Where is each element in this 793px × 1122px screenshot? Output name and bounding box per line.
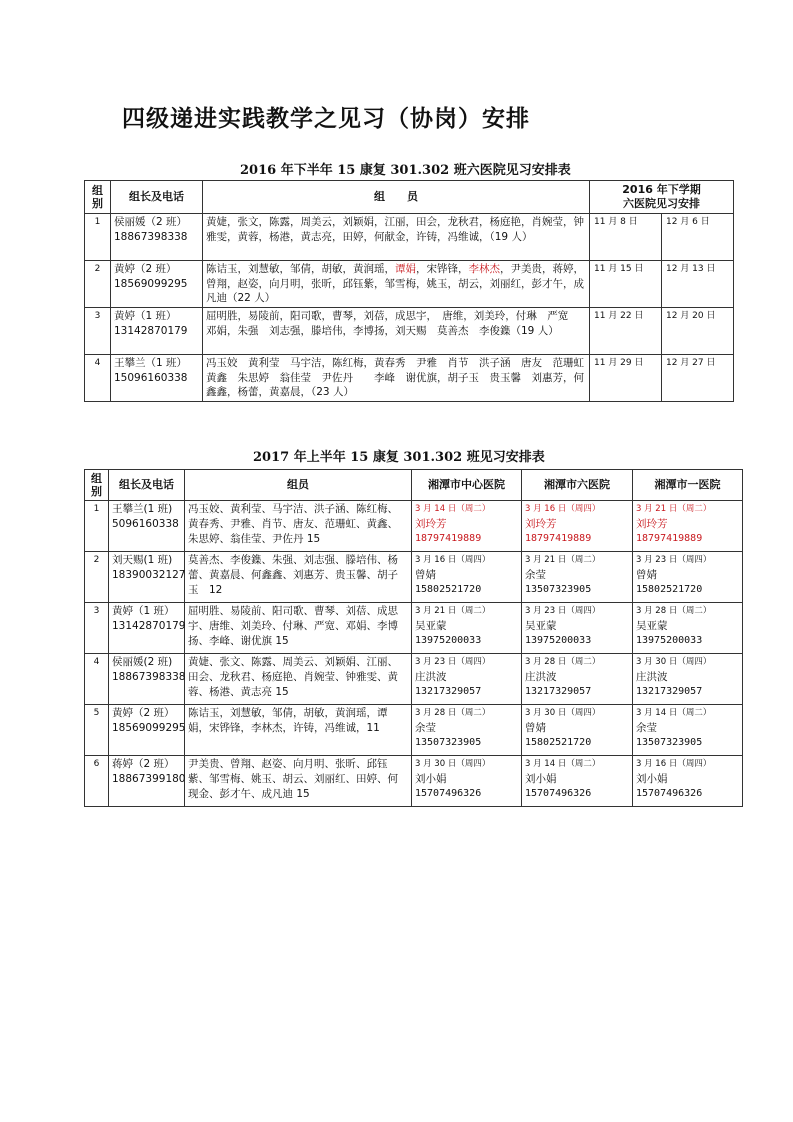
leader-cell <box>111 214 203 261</box>
date-second: 12 月 13 日 <box>662 261 734 308</box>
schedule-date: 3 月 21 日（周二） <box>415 606 491 616</box>
schedule-date: 3 月 28 日（周二） <box>525 657 601 667</box>
schedule-first-hospital <box>633 501 743 552</box>
table-row <box>85 705 743 756</box>
group-number: 5 <box>85 705 109 756</box>
leader-cell <box>109 603 185 654</box>
table2-caption: 2017 年上半年 15 康复 301.302 班见习安排表 <box>253 450 545 465</box>
table-2017-schedule <box>84 469 743 807</box>
header-first-hospital: 湘潭市一医院 <box>633 470 743 501</box>
teacher-phone: 13217329057 <box>415 685 482 697</box>
schedule-central-hospital <box>412 552 522 603</box>
teacher-name: 吴亚蒙 <box>415 619 447 632</box>
schedule-date: 3 月 21 日（周二） <box>525 555 601 565</box>
members-cell: 冯玉姣、黄利莹、马宇洁、洪子涵、陈红梅、黄春秀、尹雅、肖节、唐友、范珊虹、黄鑫、朱思婷、翁佳莹、尹佐丹 15 <box>185 501 412 552</box>
teacher-name: 刘小娟 <box>636 772 668 785</box>
header-group: 组别 <box>85 470 109 501</box>
teacher-name: 吴亚蒙 <box>525 619 557 632</box>
leader-name: 黄婷（2 班） <box>112 707 175 719</box>
table1-caption: 2016 年下半年 15 康复 301.302 班六医院见习安排表 <box>240 163 571 178</box>
schedule-sixth-hospital <box>522 603 633 654</box>
schedule-date: 3 月 16 日（周四） <box>415 555 491 565</box>
date-second: 12 月 6 日 <box>662 214 734 261</box>
members-text: 陈诘玉，刘慧敏，邹倩，胡敏，黄润瑶， <box>206 263 395 275</box>
leader-cell <box>111 261 203 308</box>
teacher-name: 刘玲芳 <box>636 517 668 530</box>
teacher-name: 刘小娟 <box>415 772 447 785</box>
teacher-name: 刘玲芳 <box>415 517 447 530</box>
table2-body <box>85 501 743 807</box>
group-number: 4 <box>85 355 111 402</box>
teacher-phone: 13507323905 <box>636 736 703 748</box>
table-row <box>85 308 734 355</box>
schedule-date: 3 月 16 日（周四） <box>525 504 601 514</box>
date-first: 11 月 15 日 <box>590 261 662 308</box>
group-number: 3 <box>85 308 111 355</box>
members-cell: 冯玉姣 黄利莹 马宇洁，陈红梅，黄春秀 尹雅 肖节 洪子涵 唐友 范珊虹 黄鑫 朱思婷 翁佳莹 尹佐丹 李峰 谢优旗，胡子玉 贵玉馨 刘惠芳，何鑫鑫，杨蕾，黄嘉晨，（23 人） <box>203 355 590 402</box>
teacher-phone: 15802521720 <box>636 583 703 595</box>
group-number: 2 <box>85 552 109 603</box>
schedule-sixth-hospital <box>522 501 633 552</box>
members-cell <box>203 261 590 308</box>
teacher-name: 庄洪波 <box>415 670 447 683</box>
leader-phone: 5096160338 <box>112 517 179 530</box>
leader-cell <box>111 308 203 355</box>
teacher-name: 庄洪波 <box>636 670 668 683</box>
group-number: 1 <box>85 214 111 261</box>
teacher-phone: 15707496326 <box>525 787 592 799</box>
leader-name: 蒋婷（2 班） <box>112 758 175 770</box>
leader-cell <box>109 756 185 807</box>
leader-phone: 18390032127 <box>112 568 186 581</box>
members-cell: 屈明胜，易陵前，阳司歌，曹琴，刘蓓，成思宇， 唐维，刘美玲，付琳 严宽 邓娟，朱强 刘志强，滕培伟，李博扬，刘天赐 莫善杰 李俊鏶（19 人） <box>203 308 590 355</box>
members-cell: 莫善杰、李俊鏶、朱强、刘志强、滕培伟、杨蕾、黄嘉晨、何鑫鑫、刘惠芳、贵玉馨、胡子玉 12 <box>185 552 412 603</box>
schedule-first-hospital <box>633 654 743 705</box>
highlighted-member: 谭娟 <box>395 263 416 275</box>
leader-phone: 18867399180 <box>112 772 186 785</box>
leader-cell <box>109 552 185 603</box>
header-central-hospital: 湘潭市中心医院 <box>412 470 522 501</box>
teacher-phone: 15707496326 <box>636 787 703 799</box>
schedule-central-hospital <box>412 603 522 654</box>
schedule-first-hospital <box>633 705 743 756</box>
leader-name: 黄婷（2 班） <box>114 263 177 275</box>
header-leader: 组长及电话 <box>111 181 203 214</box>
table-2016-schedule <box>84 180 734 402</box>
teacher-phone: 13507323905 <box>525 583 592 595</box>
header-sixth-hospital: 湘潭市六医院 <box>522 470 633 501</box>
schedule-central-hospital <box>412 705 522 756</box>
schedule-date: 3 月 14 日（周二） <box>525 759 601 769</box>
schedule-date: 3 月 30 日（周四） <box>636 657 712 667</box>
leader-name: 侯丽媛(2 班) <box>112 656 173 668</box>
schedule-sixth-hospital <box>522 705 633 756</box>
teacher-phone: 13975200033 <box>415 634 482 646</box>
teacher-phone: 15802521720 <box>415 583 482 595</box>
date-second: 12 月 20 日 <box>662 308 734 355</box>
teacher-name: 刘小娟 <box>525 772 557 785</box>
leader-phone: 18867398338 <box>112 670 186 683</box>
schedule-date: 3 月 30 日（周四） <box>415 759 491 769</box>
teacher-phone: 13507323905 <box>415 736 482 748</box>
leader-name: 王攀兰(1 班) <box>112 503 173 515</box>
schedule-date: 3 月 14 日（周二） <box>636 708 712 718</box>
teacher-phone: 18797419889 <box>636 532 703 544</box>
leader-name: 黄婷（1 班） <box>114 310 177 322</box>
schedule-sixth-hospital <box>522 654 633 705</box>
leader-phone: 13142870179 <box>114 324 188 337</box>
teacher-name: 刘玲芳 <box>525 517 557 530</box>
table-row <box>85 654 743 705</box>
table-row <box>85 603 743 654</box>
schedule-date: 3 月 14 日（周二） <box>415 504 491 514</box>
teacher-phone: 18797419889 <box>415 532 482 544</box>
header-leader: 组长及电话 <box>109 470 185 501</box>
leader-phone: 18569099295 <box>114 277 188 290</box>
leader-name: 侯丽媛（2 班） <box>114 216 188 228</box>
teacher-name: 曾婧 <box>636 568 657 581</box>
leader-cell <box>109 654 185 705</box>
teacher-phone: 13975200033 <box>636 634 703 646</box>
table-row <box>85 552 743 603</box>
schedule-sixth-hospital <box>522 756 633 807</box>
schedule-central-hospital <box>412 756 522 807</box>
teacher-phone: 15707496326 <box>415 787 482 799</box>
members-cell: 尹美贵、曾翔、赵姿、向月明、张昕、邱钰紫、邹雪梅、姚玉、胡云、刘丽红、田婷、何现金、彭才午、成凡迪 15 <box>185 756 412 807</box>
teacher-name: 吴亚蒙 <box>636 619 668 632</box>
members-cell: 屈明胜、易陵前、阳司歌、曹琴、刘蓓、成思宇、唐维、刘美玲、付琳、严宽、邓娟、李博扬、李峰、谢优旗 15 <box>185 603 412 654</box>
leader-cell <box>109 705 185 756</box>
table-row <box>85 214 734 261</box>
schedule-sixth-hospital <box>522 552 633 603</box>
group-number: 2 <box>85 261 111 308</box>
leader-phone: 18569099295 <box>112 721 186 734</box>
teacher-name: 曾婧 <box>525 721 546 734</box>
leader-name: 黄婷（1 班） <box>112 605 175 617</box>
leader-phone: 13142870179 <box>112 619 186 632</box>
teacher-phone: 13217329057 <box>636 685 703 697</box>
members-cell: 黄婕，张文，陈露，周美云，刘颖娟，江丽，田会，龙秋君，杨庭艳，肖婉莹，钟雅雯，黄蓉，杨港，黄志亮，田婷，何献金，许铸，冯维诚，（19 人） <box>203 214 590 261</box>
schedule-date: 3 月 28 日（周二） <box>636 606 712 616</box>
schedule-date: 3 月 21 日（周二） <box>636 504 712 514</box>
leader-phone: 18867398338 <box>114 230 188 243</box>
teacher-phone: 13217329057 <box>525 685 592 697</box>
group-number: 3 <box>85 603 109 654</box>
leader-cell <box>111 355 203 402</box>
leader-cell <box>109 501 185 552</box>
date-second: 12 月 27 日 <box>662 355 734 402</box>
teacher-name: 庄洪波 <box>525 670 557 683</box>
schedule-central-hospital <box>412 501 522 552</box>
group-number: 4 <box>85 654 109 705</box>
date-first: 11 月 22 日 <box>590 308 662 355</box>
header-schedule: 2016 年下学期 六医院见习安排 <box>590 181 734 214</box>
leader-phone: 15096160338 <box>114 371 188 384</box>
teacher-name: 余莹 <box>415 721 436 734</box>
teacher-name: 余莹 <box>525 568 546 581</box>
date-first: 11 月 8 日 <box>590 214 662 261</box>
header-members: 组员 <box>185 470 412 501</box>
leader-name: 刘天赐(1 班) <box>112 554 173 566</box>
schedule-date: 3 月 28 日（周二） <box>415 708 491 718</box>
schedule-first-hospital <box>633 552 743 603</box>
teacher-phone: 15802521720 <box>525 736 592 748</box>
members-text: ，宋铧锋， <box>416 263 469 275</box>
date-first: 11 月 29 日 <box>590 355 662 402</box>
teacher-phone: 13975200033 <box>525 634 592 646</box>
members-cell: 陈诘玉，刘慧敏，邹倩，胡敏，黄润瑶，谭娟，宋铧锋，李林杰，许铸，冯维诚，11 <box>185 705 412 756</box>
group-number: 6 <box>85 756 109 807</box>
schedule-date: 3 月 23 日（周四） <box>415 657 491 667</box>
schedule-first-hospital <box>633 756 743 807</box>
highlighted-member: 李林杰 <box>468 263 500 275</box>
schedule-date: 3 月 23 日（周四） <box>636 555 712 565</box>
members-cell: 黄婕、张文、陈露、周美云、刘颖娟、江丽、田会、龙秋君、杨庭艳、肖婉莹、钟雅雯、黄蓉、杨港、黄志亮 15 <box>185 654 412 705</box>
table-row <box>85 355 734 402</box>
table-row <box>85 501 743 552</box>
schedule-date: 3 月 16 日（周四） <box>636 759 712 769</box>
leader-name: 王攀兰（1 班） <box>114 357 188 369</box>
teacher-phone: 18797419889 <box>525 532 592 544</box>
header-group: 组别 <box>85 181 111 214</box>
table-row <box>85 261 734 308</box>
header-members: 组 员 <box>203 181 590 214</box>
schedule-central-hospital <box>412 654 522 705</box>
table-row <box>85 756 743 807</box>
group-number: 1 <box>85 501 109 552</box>
teacher-name: 余莹 <box>636 721 657 734</box>
teacher-name: 曾婧 <box>415 568 436 581</box>
schedule-date: 3 月 30 日（周四） <box>525 708 601 718</box>
page-title: 四级递进实践教学之见习（协岗）安排 <box>122 105 530 132</box>
members-text: ，尹美贵，蒋婷，曾翔，赵姿，向月明，张昕，邱钰紫，邹雪梅，姚玉，胡云，刘丽红，彭才午，成凡迪（22 人） <box>206 263 584 305</box>
schedule-date: 3 月 23 日（周四） <box>525 606 601 616</box>
schedule-first-hospital <box>633 603 743 654</box>
